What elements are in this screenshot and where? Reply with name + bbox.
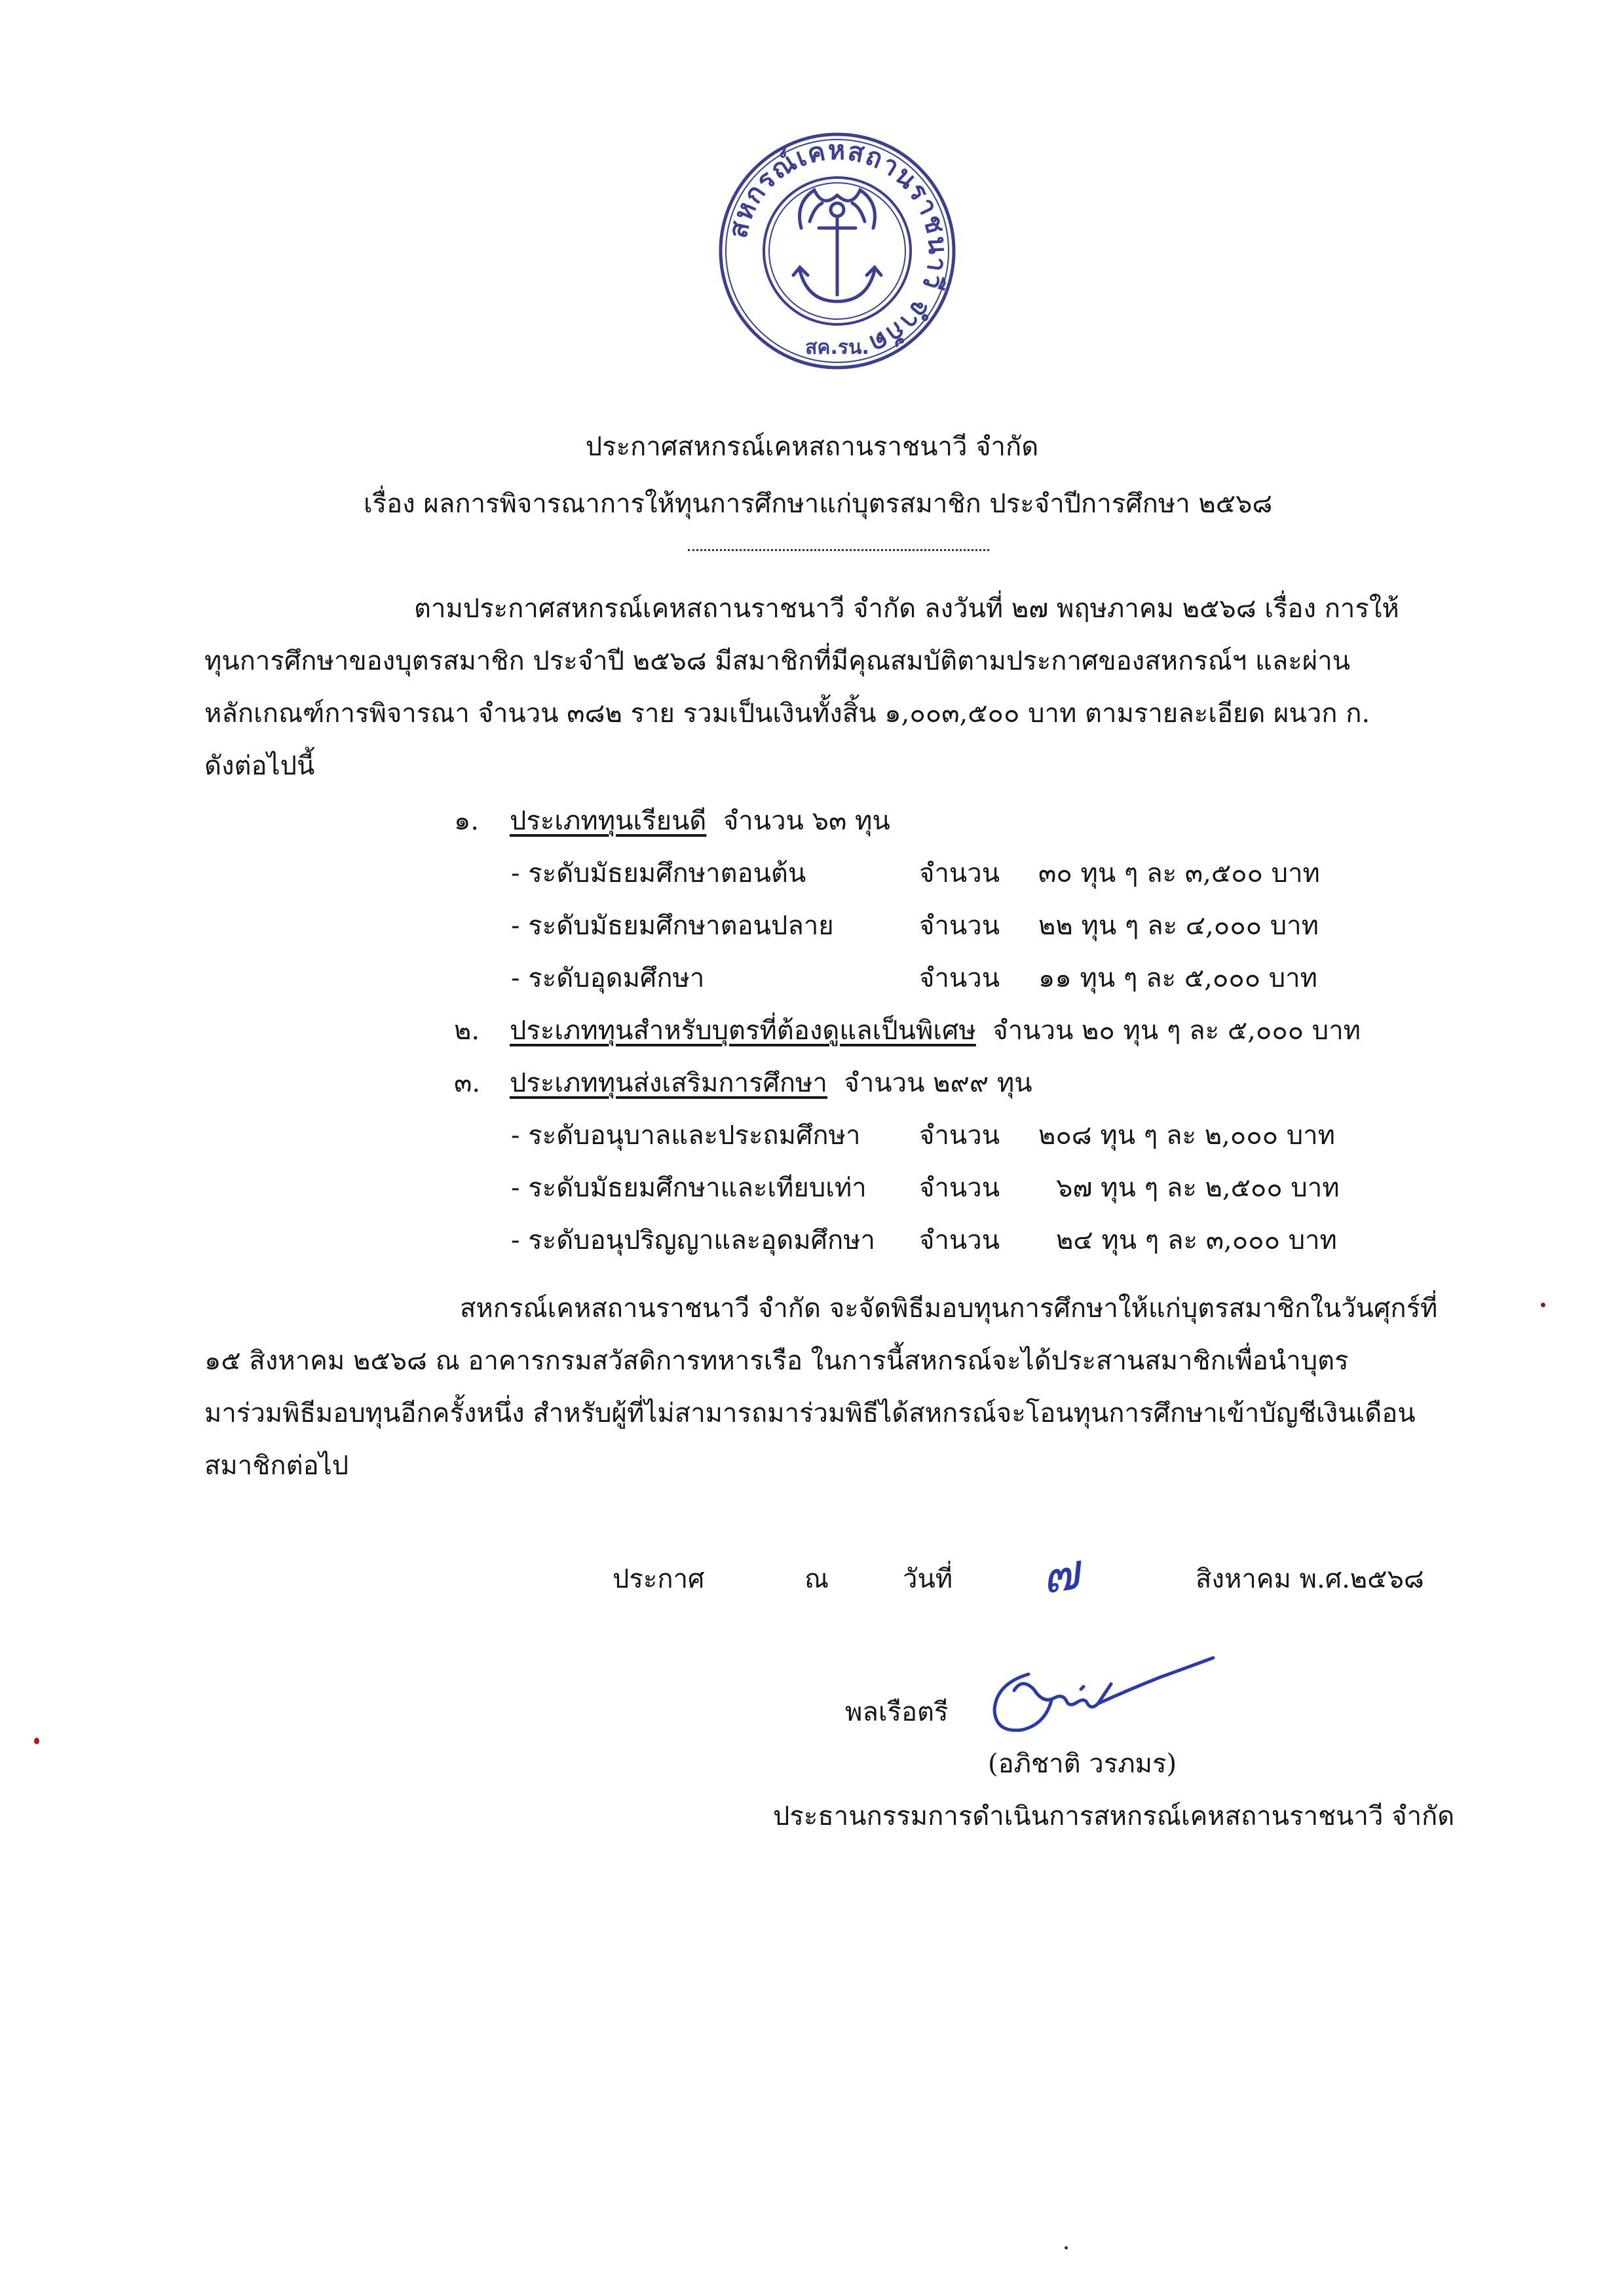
level-detail: ๒๒ ทุน ๆ ละ ๔,๐๐๐ บาท — [1038, 911, 1319, 941]
category-3-number: ๓. — [454, 1068, 481, 1098]
level-label: - ระดับมัธยมศึกษาตอนต้น — [511, 858, 806, 889]
intro-line-1: ตามประกาศสหกรณ์เคหสถานราชนาวี จำกัด ลงวันที่ ๒๗ พฤษภาคม ๒๕๖๘ เรื่อง การให้ — [414, 594, 1399, 624]
document-title: ประกาศสหกรณ์เคหสถานราชนาวี จำกัด — [585, 432, 1039, 462]
day-label: วันที่ — [903, 1564, 953, 1594]
signatory-rank: พลเรือตรี — [845, 1697, 949, 1727]
cooperative-seal — [716, 130, 958, 372]
category-2-name: ประเภททุนสำหรับบุตรที่ต้องดูแลเป็นพิเศษ — [510, 1016, 976, 1046]
category-1-suffix: จำนวน ๖๓ ทุน — [723, 806, 890, 836]
level-label: - ระดับอนุบาลและประถมศึกษา — [511, 1120, 861, 1151]
scan-speck — [1541, 1303, 1545, 1307]
closing-line-2: ๑๕ สิงหาคม ๒๕๖๘ ณ อาคารกรมสวัสดิการทหารเรือ ในการนี้สหกรณ์จะได้ประสานสมาชิกเพื่อนำบุตร — [204, 1346, 1349, 1376]
signatory-name: (อภิชาติ วรภมร) — [988, 1749, 1177, 1779]
category-2-heading — [510, 1013, 1361, 1048]
scan-speck — [1065, 2246, 1068, 2249]
level-detail: ๒๐๘ ทุน ๆ ละ ๒,๐๐๐ บาท — [1038, 1120, 1335, 1151]
month-year: สิงหาคม พ.ศ.๒๕๖๘ — [1196, 1564, 1424, 1594]
svg-text:สค.รน.: สค.รน. — [805, 336, 869, 359]
signature-icon — [983, 1638, 1232, 1750]
level-amount-label: จำนวน — [919, 858, 1000, 889]
level-label: - ระดับอุดมศึกษา — [511, 963, 705, 993]
intro-line-2: ทุนการศึกษาของบุตรสมาชิก ประจำปี ๒๕๖๘ มีสมาชิกที่มีคุณสมบัติตามประกาศของสหกรณ์ฯ และผ่าน — [204, 646, 1351, 676]
title-divider — [688, 549, 989, 551]
level-label: - ระดับมัธยมศึกษาและเทียบเท่า — [511, 1173, 867, 1203]
level-label: - ระดับอนุปริญญาและอุดมศึกษา — [511, 1225, 876, 1255]
level-amount-label: จำนวน — [919, 1225, 1000, 1255]
scan-speck — [34, 1738, 39, 1744]
level-detail: ๑๑ ทุน ๆ ละ ๕,๐๐๐ บาท — [1038, 963, 1317, 993]
at-label: ณ — [804, 1564, 829, 1594]
level-amount-label: จำนวน — [919, 911, 1000, 941]
category-3-heading — [510, 1065, 1032, 1101]
closing-line-4: สมาชิกต่อไป — [204, 1451, 349, 1481]
closing-line-3: มาร่วมพิธีมอบทุนอีกครั้งหนึ่ง สำหรับผู้ที่ไม่สามารถมาร่วมพิธีได้สหกรณ์จะโอนทุนการศึกษาเข้าบัญชีเงินเดือน — [204, 1398, 1416, 1428]
level-detail: ๓๐ ทุน ๆ ละ ๓,๕๐๐ บาท — [1038, 858, 1320, 889]
level-amount-label: จำนวน — [919, 1173, 1000, 1203]
handwritten-day: ๗ — [1038, 1542, 1084, 1605]
level-label: - ระดับมัธยมศึกษาตอนปลาย — [511, 911, 834, 941]
closing-line-1: สหกรณ์เคหสถานราชนาวี จำกัด จะจัดพิธีมอบทุนการศึกษาให้แก่บุตรสมาชิกในวันศุกร์ที่ — [460, 1293, 1438, 1324]
category-2-suffix: จำนวน ๒๐ ทุน ๆ ละ ๕,๐๐๐ บาท — [992, 1016, 1361, 1046]
level-detail: ๖๗ ทุน ๆ ละ ๒,๕๐๐ บาท — [1056, 1173, 1340, 1203]
level-detail: ๒๔ ทุน ๆ ละ ๓,๐๐๐ บาท — [1056, 1225, 1337, 1255]
category-3-name: ประเภททุนส่งเสริมการศึกษา — [510, 1068, 827, 1098]
category-3-suffix: จำนวน ๒๙๙ ทุน — [844, 1068, 1032, 1098]
category-1-name: ประเภททุนเรียนดี — [510, 806, 707, 836]
category-1-number: ๑. — [454, 806, 480, 836]
announced-label: ประกาศ — [613, 1564, 705, 1594]
level-amount-label: จำนวน — [919, 963, 1000, 993]
document-subject: เรื่อง ผลการพิจารณาการให้ทุนการศึกษาแก่บุตรสมาชิก ประจำปีการศึกษา ๒๕๖๘ — [364, 489, 1273, 519]
intro-line-4: ดังต่อไปนี้ — [204, 751, 315, 781]
level-amount-label: จำนวน — [919, 1120, 1000, 1151]
signatory-position: ประธานกรรมการดำเนินการสหกรณ์เคหสถานราชนาวี จำกัด — [773, 1801, 1455, 1831]
handwritten-signature — [983, 1638, 1232, 1750]
category-2-number: ๒. — [454, 1016, 480, 1046]
intro-line-3: หลักเกณฑ์การพิจารณา จำนวน ๓๘๒ ราย รวมเป็นเงินทั้งสิ้น ๑,๐๐๓,๕๐๐ บาท ตามรายละเอียด ผนวก ก. — [204, 698, 1370, 729]
seal-anchor-icon — [716, 130, 958, 372]
category-1-heading — [510, 803, 890, 839]
svg-text:สหกรณ์เคหสถานราชนาวี จำกัด: สหกรณ์เคหสถานราชนาวี จำกัด — [723, 135, 953, 360]
